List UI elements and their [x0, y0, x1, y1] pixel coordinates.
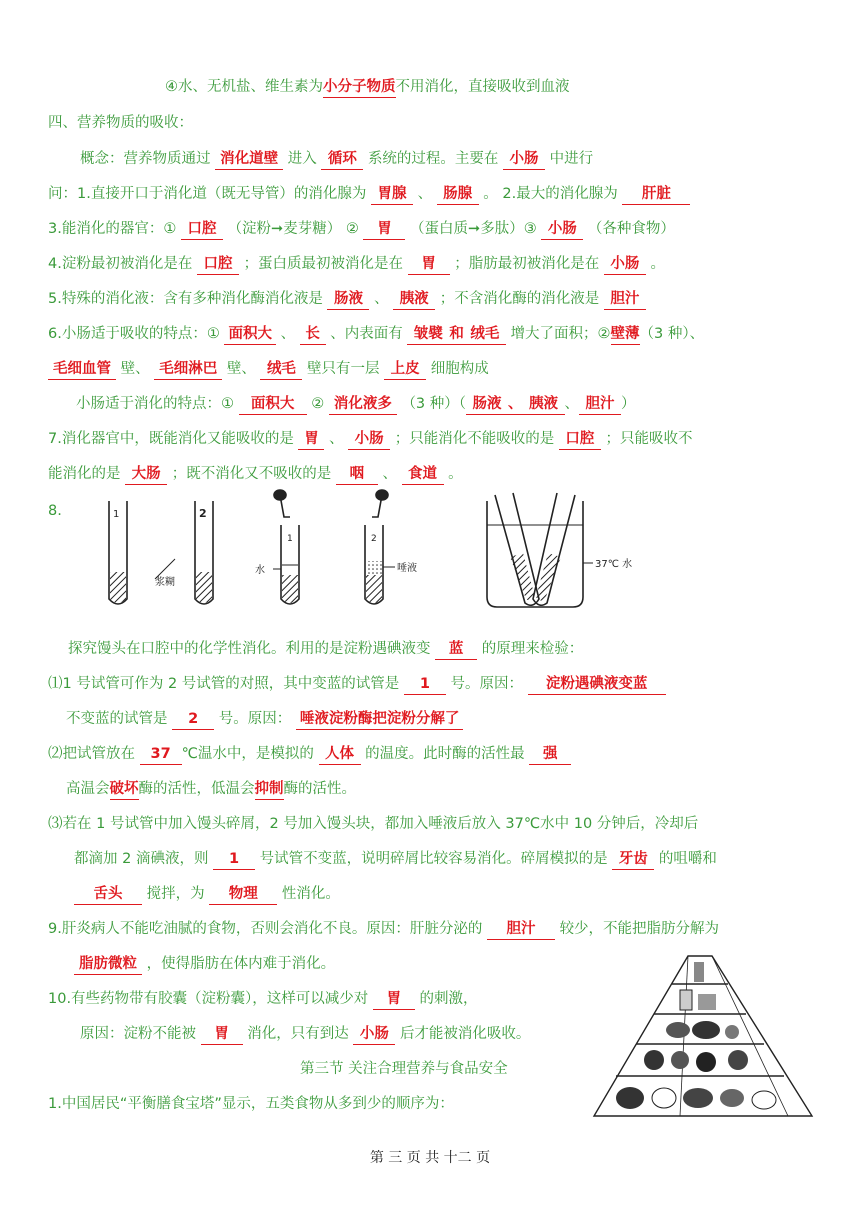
answer-blank: 强	[529, 745, 571, 765]
answer-blank: 小分子物质	[323, 78, 396, 98]
answer-blank: 面积大	[239, 395, 307, 415]
answer-blank: 淀粉遇碘液变蓝	[528, 675, 666, 695]
text-line: ⑵把试管放在 37 ℃温水中，是模拟的 人体 的温度。此时酶的活性最 强	[48, 743, 820, 765]
answer-blank: 肝脏	[622, 185, 690, 205]
food-pyramid-figure	[588, 950, 820, 1126]
tube-1-label: 1	[113, 509, 120, 520]
starch-label: 浆糊	[155, 577, 175, 588]
text-line: 6.小肠适于吸收的特点：① 面积大 、 长 、内表面有 皱襞 和 绒毛 增大了面积；②壁薄（3 种）、	[48, 323, 820, 345]
answer-blank: 胃	[298, 430, 324, 450]
answer-blank: 皱襞	[407, 325, 449, 345]
milk-icon	[680, 990, 692, 1010]
text-line: 1.中国居民“平衡膳食宝塔”显示，五类食物从多到少的顺序为：	[48, 1096, 454, 1112]
answer-blank: 咽	[336, 465, 378, 485]
answer-blank: 人体	[319, 745, 361, 765]
answer-blank: 大肠	[125, 465, 167, 485]
answer-blank: 胰液	[523, 395, 565, 415]
answer-blank: 口腔	[181, 220, 223, 240]
vegetable-icon	[644, 1050, 664, 1070]
section-heading: 四、营养物质的吸收：	[48, 115, 193, 131]
answer-blank: 口腔	[197, 255, 239, 275]
text-line: 原因：淀粉不能被 胃 消化，只有到达 小肠 后才能被消化吸收。	[80, 1023, 820, 1045]
answer-blank: 蓝	[435, 640, 477, 660]
answer-blank: 胆汁	[604, 290, 646, 310]
text-line: 脂肪微粒 ，使得脂肪在体内难于消化。	[74, 953, 820, 975]
text-line: 3.能消化的器官：① 口腔 （淀粉➞麦芽糖） ② 胃 （蛋白质➞多肽）③ 小肠 （各种食物）	[48, 218, 820, 240]
answer-blank: 物理	[209, 885, 277, 905]
answer-blank: 小肠	[503, 150, 545, 170]
text-line: 都滴加 2 滴碘液，则 1 号试管不变蓝，说明碎屑比较容易消化。碎屑模拟的是 牙齿 的咀嚼和	[74, 848, 820, 870]
answer-blank: 肠液	[466, 395, 508, 415]
text-line: 10.有些药物带有胶囊（淀粉囊），这样可以减少对 胃 的刺激，	[48, 988, 820, 1010]
text-line: 5.特殊的消化液：含有多种消化酶消化液是 肠液 、 胰液 ；不含消化酶的消化液是 胆汁	[48, 288, 820, 310]
answer-blank: 口腔	[559, 430, 601, 450]
section-title: 第三节 关注合理营养与食品安全	[300, 1061, 508, 1077]
answer-blank: 胃	[408, 255, 450, 275]
water-label: 水	[255, 565, 265, 576]
text-line: ④水、无机盐、维生素为小分子物质不用消化，直接吸收到血液	[165, 76, 820, 98]
answer-blank: 小肠	[353, 1025, 395, 1045]
oil-icon	[694, 962, 704, 982]
answer-blank: 上皮	[384, 360, 426, 380]
answer-blank: 消化液多	[329, 395, 397, 415]
fruit-icon	[671, 1051, 689, 1069]
answer-blank: 毛细淋巴	[154, 360, 222, 380]
water-temp-label: 37℃ 水	[595, 559, 633, 570]
answer-blank: 牙齿	[612, 850, 654, 870]
question-number: 8.	[48, 503, 62, 519]
text-line: 不变蓝的试管是 2 号。原因： 唾液淀粉酶把淀粉分解了	[66, 708, 820, 730]
answer-blank: 肠液	[327, 290, 369, 310]
meat-icon	[692, 1021, 720, 1039]
test-tube-figure	[95, 487, 640, 615]
answer-blank: 胆汁	[579, 395, 621, 415]
answer-blank: 胃	[373, 990, 415, 1010]
text-line: 高温会破坏酶的活性，低温会抑制酶的活性。	[66, 778, 820, 800]
answer-blank: 胰液	[393, 290, 435, 310]
answer-blank: 小肠	[348, 430, 390, 450]
loaf-icon	[683, 1088, 713, 1108]
dairy-icon	[698, 994, 716, 1010]
text-line: 概念：营养物质通过 消化道壁 进入 循环 系统的过程。主要在 小肠 中进行	[80, 148, 820, 170]
page-footer: 第 三 页 共 十二 页	[369, 1150, 491, 1166]
corn-icon	[720, 1089, 744, 1107]
answer-blank: 小肠	[541, 220, 583, 240]
saliva-label: 唾液	[397, 563, 417, 574]
answer-blank: 1	[404, 675, 446, 695]
text-line: 7.消化器官中，既能消化又能吸收的是 胃 、 小肠 ；只能消化不能吸收的是 口腔 ；只能吸收不	[48, 428, 820, 450]
grape-icon	[728, 1050, 748, 1070]
answer-blank: 壁薄	[611, 325, 640, 345]
answer-blank: 长	[300, 325, 326, 345]
text-line: 能消化的是 大肠 ；既不消化又不吸收的是 咽 、 食道 。	[48, 463, 820, 485]
bread-icon	[616, 1087, 644, 1109]
answer-blank: 1	[213, 850, 255, 870]
answer-blank: 舌头	[74, 885, 142, 905]
answer-blank: 抑制	[255, 780, 284, 800]
answer-blank: 2	[172, 710, 214, 730]
tube-3-label: 1	[287, 534, 293, 544]
answer-blank: 肠腺	[437, 185, 479, 205]
answer-blank: 胃	[363, 220, 405, 240]
rice-icon	[752, 1091, 776, 1109]
text-line: ⑴1 号试管可作为 2 号试管的对照，其中变蓝的试管是 1 号。原因： 淀粉遇碘液变蓝	[48, 673, 820, 695]
tube-4-label: 2	[371, 534, 377, 544]
answer-blank: 胃	[201, 1025, 243, 1045]
text-line: 舌头 搅拌，为 物理 性消化。	[74, 883, 820, 905]
answer-blank: 绒毛	[464, 325, 506, 345]
text-line: 问：1.直接开口于消化道（既无导管）的消化腺为 胃腺 、 肠腺 。 2.最大的消化腺为 肝脏	[48, 183, 820, 205]
answer-blank: 胆汁	[487, 920, 555, 940]
fish-icon	[666, 1022, 690, 1038]
answer-blank: 毛细血管	[48, 360, 116, 380]
text-line: 探究馒头在口腔中的化学性消化。利用的是淀粉遇碘液变 蓝 的原理来检验：	[68, 638, 820, 660]
answer-blank: 脂肪微粒	[74, 955, 142, 975]
answer-blank: 小肠	[604, 255, 646, 275]
cabbage-icon	[696, 1052, 716, 1072]
egg-icon	[725, 1025, 739, 1039]
bun-icon	[652, 1088, 676, 1108]
answer-blank: 循环	[321, 150, 363, 170]
answer-blank: 唾液淀粉酶把淀粉分解了	[296, 710, 464, 730]
answer-blank: 面积大	[224, 325, 276, 345]
text-line: 4.淀粉最初被消化是在 口腔 ；蛋白质最初被消化是在 胃 ；脂肪最初被消化是在 小肠 。	[48, 253, 820, 275]
answer-blank: 食道	[402, 465, 444, 485]
answer-blank: 破坏	[110, 780, 139, 800]
text-line: ⑶若在 1 号试管中加入馒头碎屑，2 号加入馒头块，都加入唾液后放入 37℃水中 10 分钟后，冷却后	[48, 816, 699, 832]
text-line: 小肠适于消化的特点：① 面积大 ② 消化液多 （3 种）（ 肠液 、 胰液 、 胆汁 ）	[76, 393, 820, 415]
tube-2-label: 2	[199, 507, 207, 520]
answer-blank: 消化道壁	[215, 150, 283, 170]
text-line: 9.肝炎病人不能吃油腻的食物，否则会消化不良。原因：肝脏分泌的 胆汁 较少，不能把脂肪分解为	[48, 918, 820, 940]
text-line: 毛细血管 壁、 毛细淋巴 壁、 绒毛 壁只有一层 上皮 细胞构成	[48, 358, 820, 380]
answer-blank: 绒毛	[260, 360, 302, 380]
answer-blank: 胃腺	[371, 185, 413, 205]
answer-blank: 37	[140, 745, 182, 765]
